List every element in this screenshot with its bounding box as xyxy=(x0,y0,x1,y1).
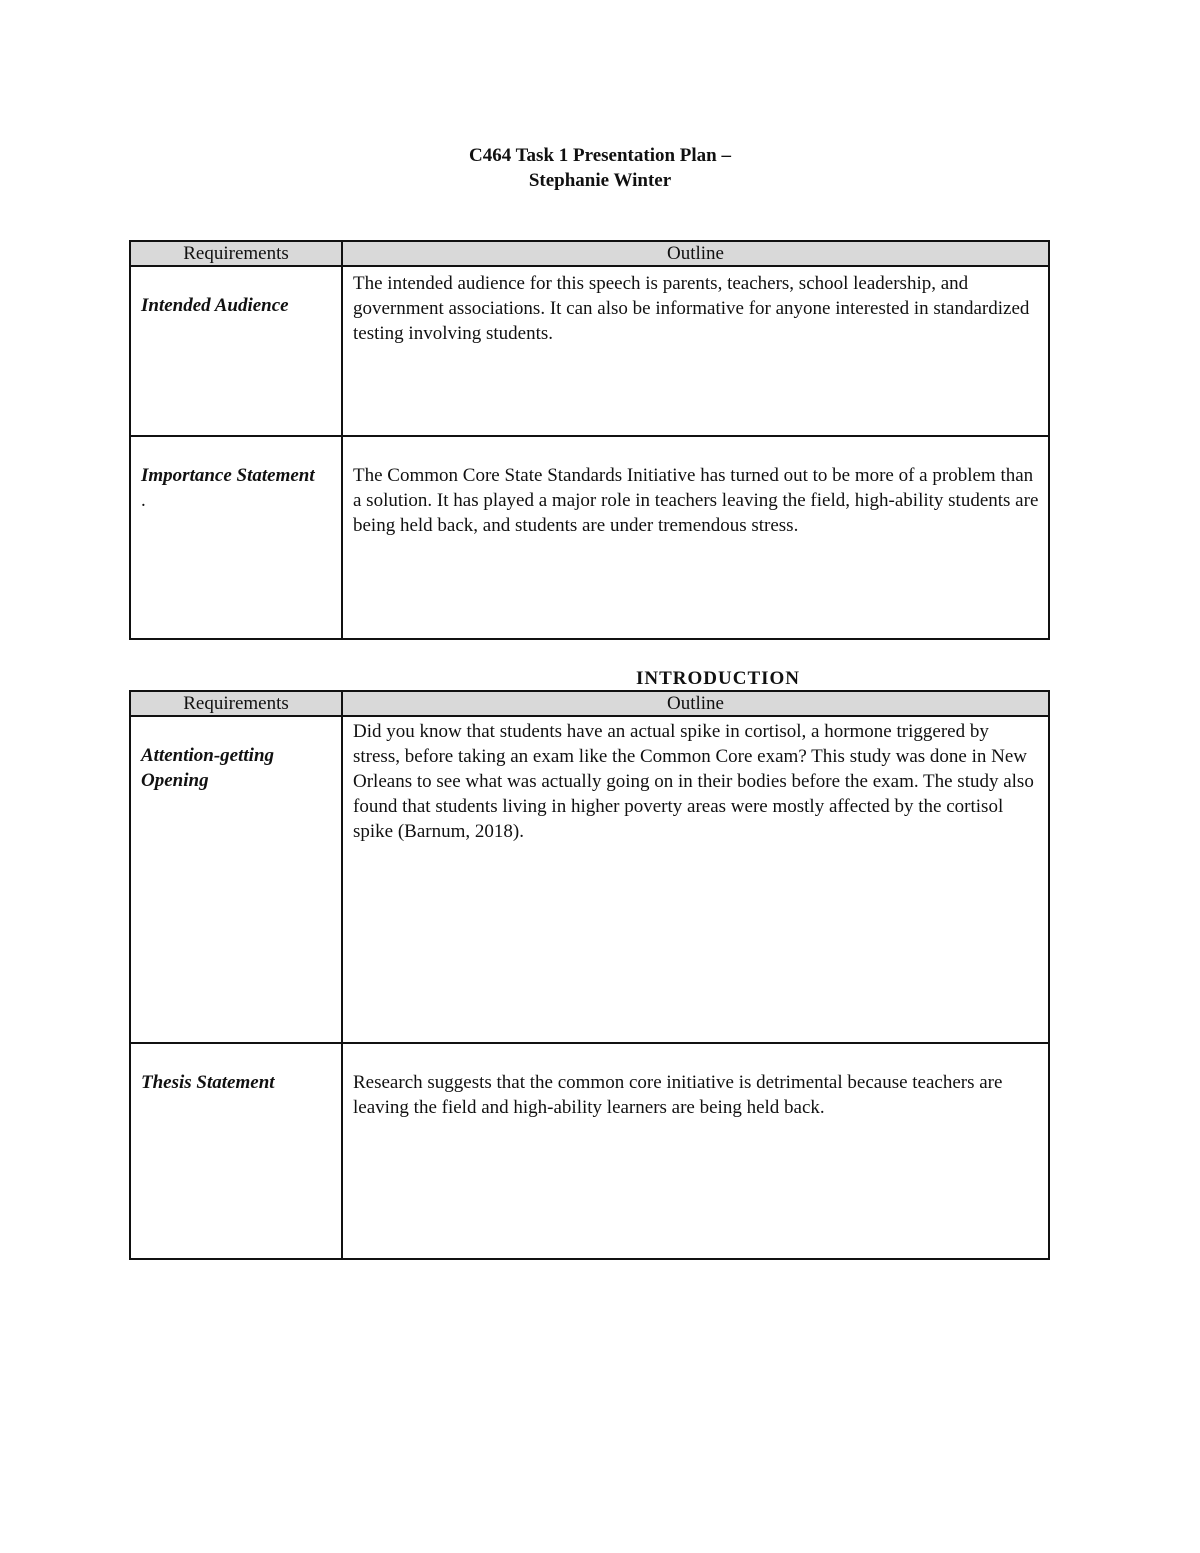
requirement-intended-audience: Intended Audience xyxy=(130,266,342,436)
introduction-heading: INTRODUCTION xyxy=(636,668,801,689)
presentation-plan-table xyxy=(129,240,1050,640)
requirement-attention-getting-opening: Attention-getting Opening xyxy=(130,716,342,1043)
column-header-outline: Outline xyxy=(342,241,1049,266)
column-header-outline: Outline xyxy=(342,691,1049,716)
requirement-importance-statement-cell xyxy=(130,436,342,639)
table-row xyxy=(130,1043,1049,1259)
document-title: C464 Task 1 Presentation Plan – xyxy=(469,145,731,166)
column-header-requirements: Requirements xyxy=(130,691,342,716)
outline-importance-statement: The Common Core State Standards Initiative has turned out to be more of a problem than a solution. It has played a major role in teachers leaving the field, high-ability students are being held back, and students are under tremendous stress. xyxy=(342,436,1049,639)
table-header-row xyxy=(130,691,1049,716)
table-row xyxy=(130,716,1049,1043)
requirement-note: . xyxy=(141,490,146,511)
table-header-row xyxy=(130,241,1049,266)
table-row xyxy=(130,436,1049,639)
outline-thesis-statement: Research suggests that the common core initiative is detrimental because teachers are leaving the field and high-ability learners are being held back. xyxy=(342,1043,1049,1259)
outline-intended-audience: The intended audience for this speech is parents, teachers, school leadership, and government associations. It can also be informative for anyone interested in standardized testing involving students. xyxy=(342,266,1049,436)
requirement-thesis-statement: Thesis Statement xyxy=(130,1043,342,1259)
column-header-requirements: Requirements xyxy=(130,241,342,266)
author-name: Stephanie Winter xyxy=(528,170,672,191)
introduction-table xyxy=(129,690,1050,1260)
outline-attention-getting-opening: Did you know that students have an actual spike in cortisol, a hormone triggered by stress, before taking an exam like the Common Core exam? This study was done in New Orleans to see what was actually going on in their bodies before the exam. The study also found that students living in higher poverty areas were mostly affected by the cortisol spike (Barnum, 2018). xyxy=(342,716,1049,1043)
table-row xyxy=(130,266,1049,436)
requirement-importance-statement: Importance Statement xyxy=(141,465,315,486)
